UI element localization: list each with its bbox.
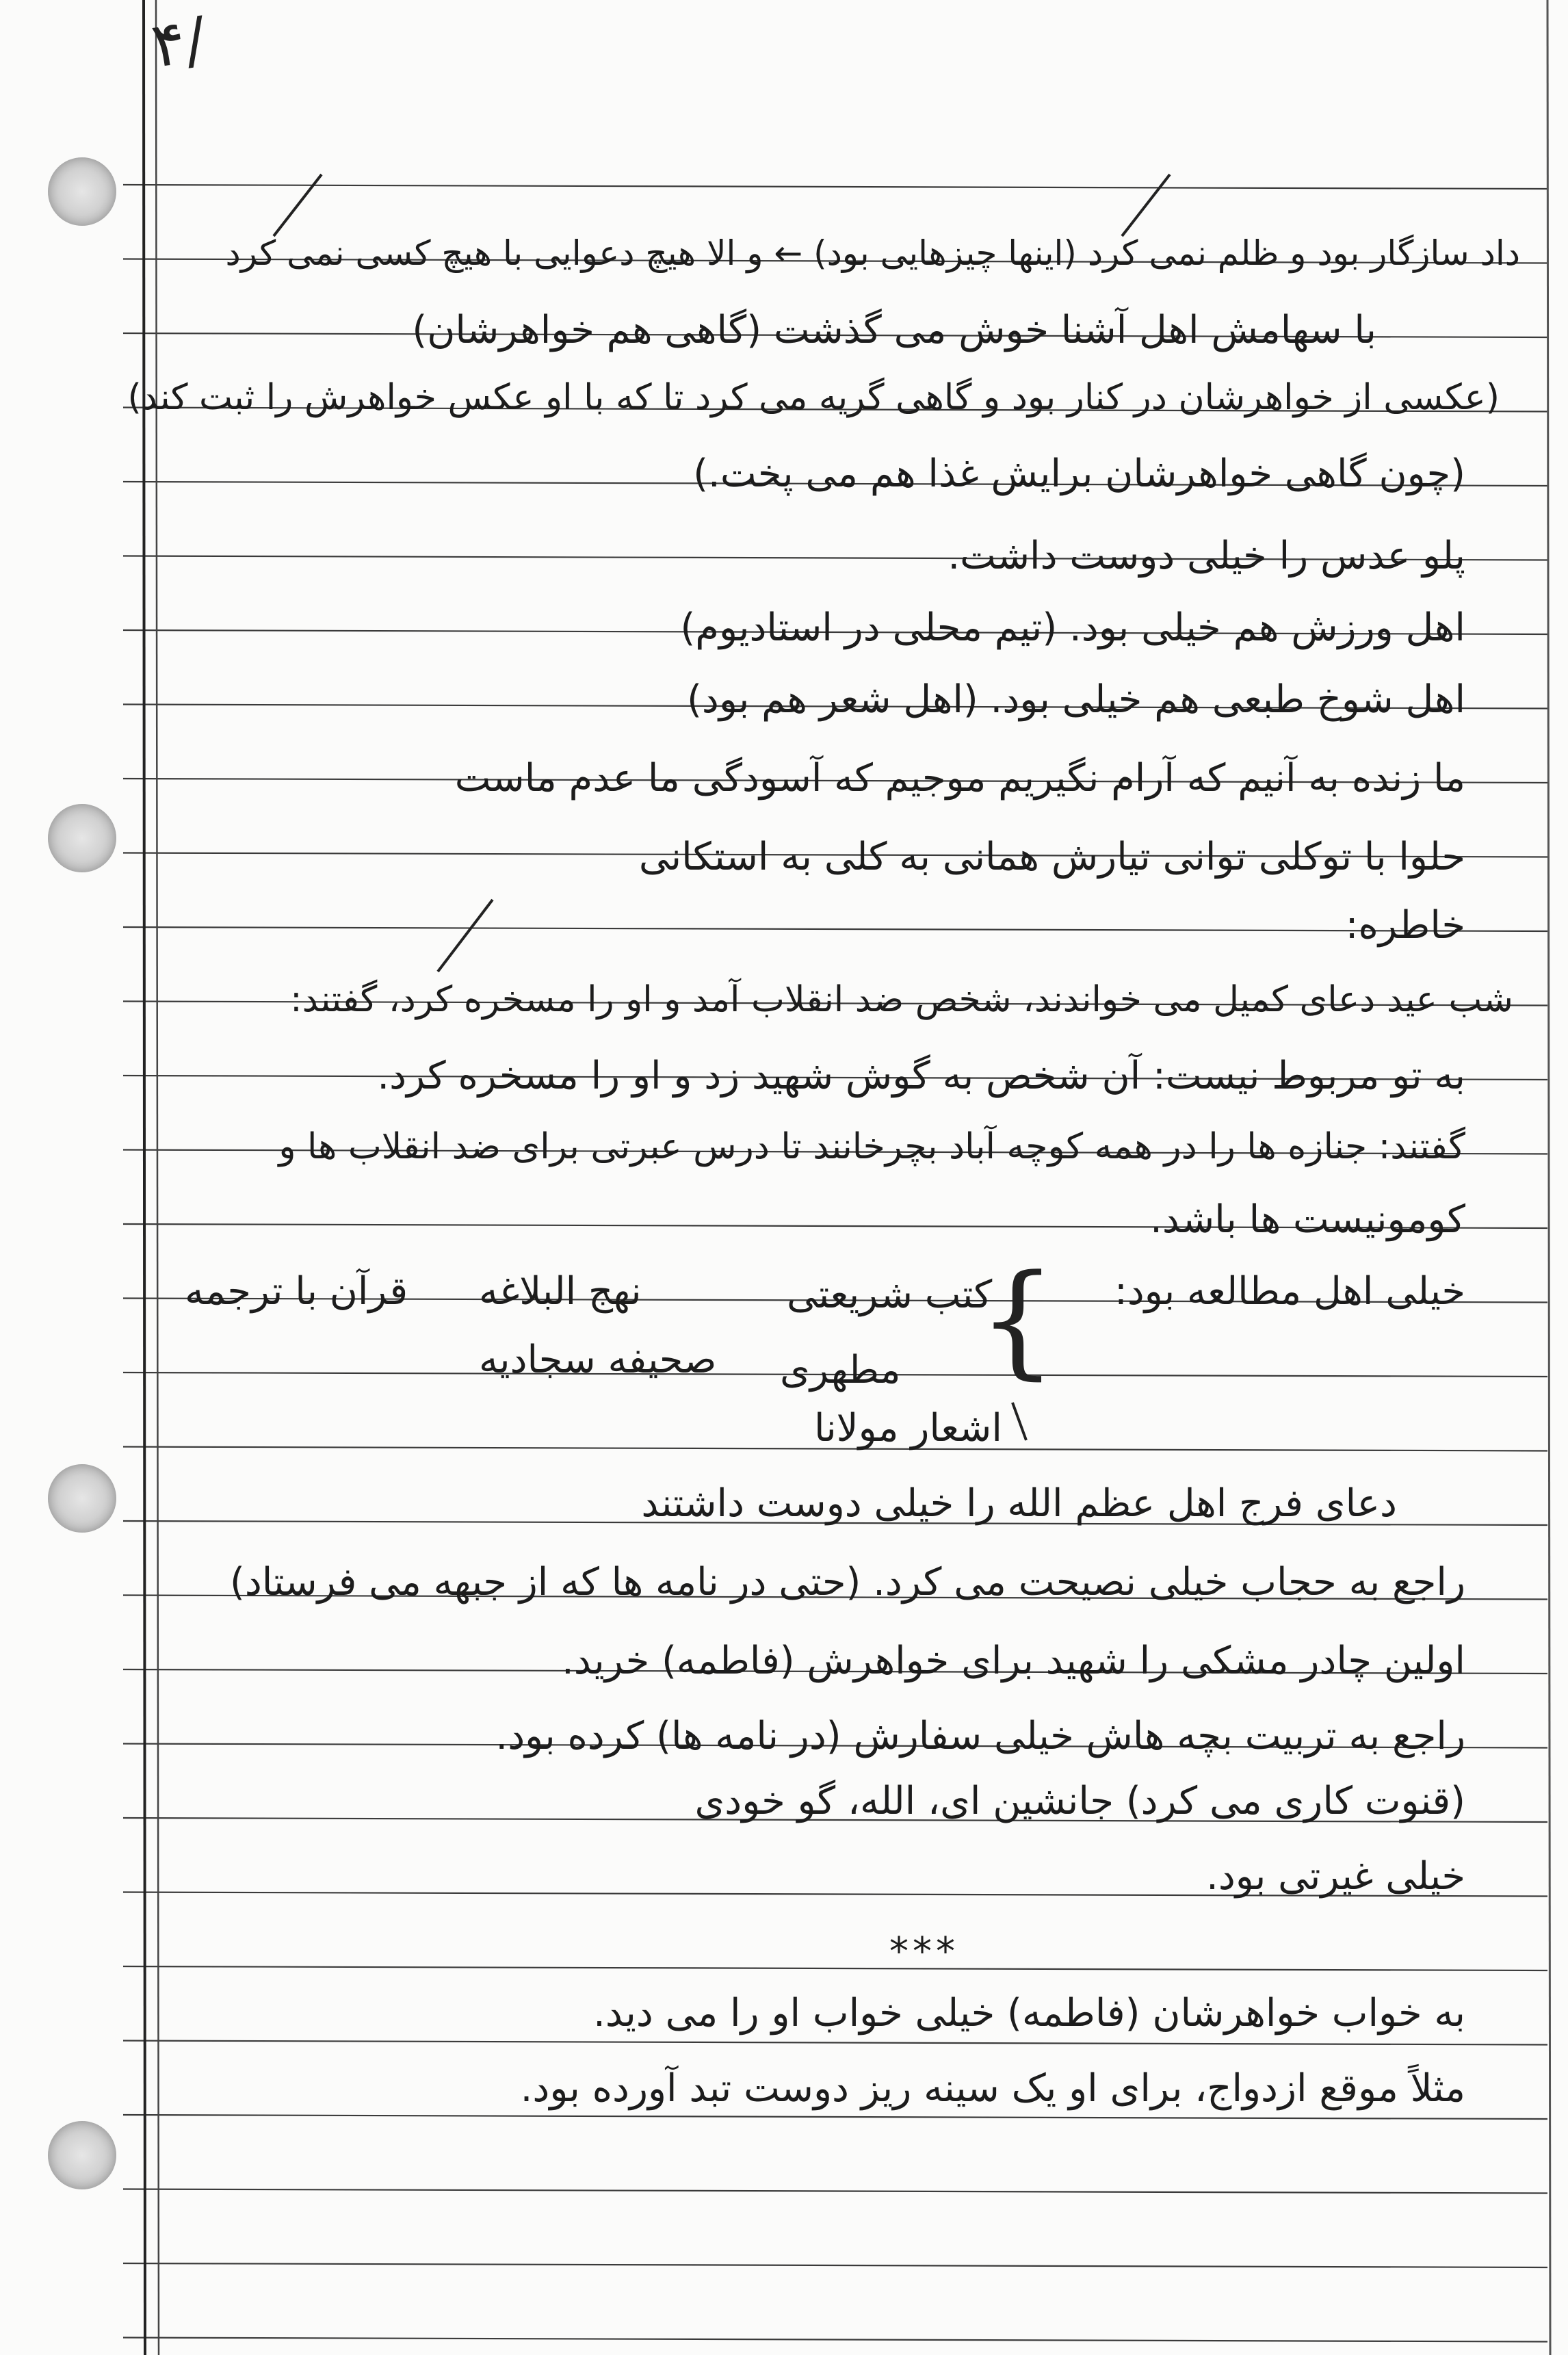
text-line: اشعار مولانا <box>814 1406 1002 1450</box>
text-line: حلوا با توکلی توانی تیارش همانی به کلی به استکانی <box>638 835 1465 879</box>
text-line: گفتند: جنازه ها را در همه کوچه آباد بچرخانند تا درس عبرتی برای ضد انقلاب ها و <box>278 1126 1465 1167</box>
text-line: به تو مربوط نیست: آن شخص به گوش شهید زد و او را مسخره کرد. <box>377 1054 1465 1098</box>
text-line: داد سازگار بود و ظلم نمی کرد (اینها چیزهایی بود) ← و الا هیچ دعوایی با هیچ کسی نمی کرد <box>225 233 1520 273</box>
text-line: خیلی اهل مطالعه بود: <box>1114 1269 1465 1314</box>
text-line: مثلاً موقع ازدواج، برای او یک سینه ریز دوست تبد آورده بود. <box>520 2066 1465 2111</box>
text-line: اهل ورزش هم خیلی بود. (تیم محلی در استادیوم) <box>680 606 1465 650</box>
page-number: ۴/ <box>147 3 211 82</box>
text-line: خاطره: <box>1345 903 1465 948</box>
text-line: به خواب خواهرشان (فاطمه) خیلی خواب او را می دید. <box>593 1991 1465 2035</box>
brace: { <box>978 1249 1057 1392</box>
text-line: اهل شوخ طبعی هم خیلی بود. (اهل شعر هم بود) <box>687 677 1465 722</box>
text-line: راجع به تربیت بچه هاش خیلی سفارش (در نامه ها) کرده بود. <box>495 1714 1465 1758</box>
text-line: دعای فرج اهل عظم الله را خیلی دوست داشتند <box>641 1481 1397 1526</box>
text-line: راجع به حجاب خیلی نصیحت می کرد. (حتی در نامه ها که از جبهه می فرستاد) <box>230 1560 1465 1604</box>
text-line: (قنوت کاری می کرد) جانشین ای، الله، گو خودی <box>694 1779 1465 1823</box>
text-line: کومونیست ها باشد. <box>1150 1197 1465 1242</box>
text-line: کتب شریعتی <box>787 1273 993 1317</box>
text-line: مطهری <box>780 1348 901 1392</box>
text-line: شب عید دعای کمیل می خواندند، شخص ضد انقلاب آمد و او را مسخره کرد، گفتند: <box>290 979 1513 1020</box>
text-line: (عکسی از خواهرشان در کنار بود و گاهی گریه می کرد تا که با او عکس خواهرش را ثبت کند) <box>127 377 1500 418</box>
text-line: اولین چادر مشکی را شهید برای خواهرش (فاطمه) خرید. <box>561 1639 1465 1683</box>
text-line: خیلی غیرتی بود. <box>1206 1854 1465 1899</box>
text-line: قرآن با ترجمه <box>185 1269 408 1314</box>
text-line: صحیفه سجادیه <box>479 1338 717 1382</box>
text-line: (چون گاهی خواهرشان برایش غذا هم می پخت.) <box>693 452 1465 496</box>
section-separator: *** <box>889 1929 959 1974</box>
text-line: نهج البلاغه <box>479 1269 642 1314</box>
text-line: ما زنده به آنیم که آرام نگیریم موجیم که آسودگی ما عدم ماست <box>454 756 1465 801</box>
text-line: پلو عدس را خیلی دوست داشت. <box>948 534 1465 578</box>
text-line: با سهامش اهل آشنا خوش می گذشت (گاهی هم خواهرشان) <box>412 308 1376 352</box>
